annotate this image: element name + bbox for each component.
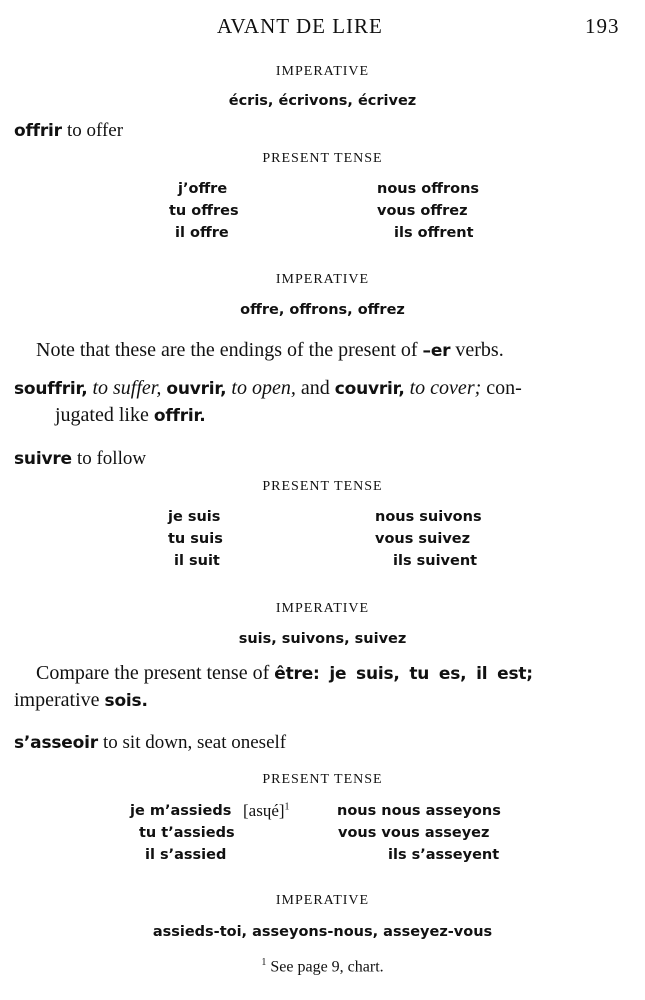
note-compare-line2 bbox=[14, 689, 148, 712]
imperative-forms: suis, suivons, suivez bbox=[238, 631, 407, 647]
verb-offrir-ref: offrir. bbox=[153, 406, 206, 426]
present-tense-label: PRESENT TENSE bbox=[262, 772, 383, 787]
verb-gloss: to follow bbox=[76, 448, 147, 469]
conj-3p: ils offrent bbox=[394, 225, 474, 241]
imperative-label: IMPERATIVE bbox=[275, 893, 370, 908]
footnote-text: See page 9, chart. bbox=[270, 958, 384, 976]
conj-3s: il s’assied bbox=[145, 847, 227, 863]
hyphenated-con: con- bbox=[486, 377, 522, 399]
verb-entry-sasseoir bbox=[14, 732, 286, 754]
note-text: Note that these are the endings of the present of bbox=[36, 339, 423, 361]
phonetic-text: [asɥé] bbox=[243, 801, 285, 820]
conj-2p: vous vous asseyez bbox=[338, 825, 490, 841]
verb-entry-suivre bbox=[14, 448, 146, 470]
footnote-ref[interactable]: 1 bbox=[284, 801, 290, 813]
note-text-end: verbs. bbox=[450, 339, 504, 361]
conj-1p: nous nous asseyons bbox=[337, 803, 501, 819]
conj-2s: tu offres bbox=[169, 203, 239, 219]
conj-1p: nous offrons bbox=[377, 181, 480, 197]
conj-1s: je m’assieds bbox=[130, 803, 232, 819]
conj-2p: vous offrez bbox=[377, 203, 468, 219]
note-compare-line1 bbox=[36, 662, 533, 685]
gloss-cover: to cover; bbox=[409, 377, 482, 399]
note-bold: –er bbox=[422, 341, 451, 361]
imperative-label: IMPERATIVE bbox=[275, 64, 370, 79]
conj-3p: ils s’asseyent bbox=[388, 847, 500, 863]
note-text: imperative bbox=[14, 689, 105, 711]
verb-entry-offrir bbox=[14, 120, 123, 142]
page-number: 193 bbox=[585, 14, 620, 38]
verb-couvrir: couvrir, bbox=[334, 379, 405, 399]
verb-souffrir: souffrir, bbox=[14, 379, 88, 399]
conjugated-text: jugated like bbox=[55, 404, 154, 426]
footnote bbox=[0, 957, 645, 976]
gloss-suffer: to suffer, bbox=[92, 377, 162, 399]
conj-1s: je suis bbox=[168, 509, 221, 525]
imperative-label: IMPERATIVE bbox=[275, 601, 370, 616]
imperative-label: IMPERATIVE bbox=[275, 272, 370, 287]
running-title: AVANT DE LIRE bbox=[217, 14, 383, 38]
conj-1s: j’offre bbox=[178, 181, 228, 197]
present-tense-label: PRESENT TENSE bbox=[262, 479, 383, 494]
imperative-forms: écris, écrivons, écrivez bbox=[228, 93, 417, 109]
conj-2s: tu t’assieds bbox=[139, 825, 235, 841]
imperative-forms: assieds-toi, asseyons-nous, asseyez-vous bbox=[152, 924, 493, 940]
conj-3s: il suit bbox=[174, 553, 220, 569]
verb-ouvrir: ouvrir, bbox=[166, 379, 227, 399]
imperative-forms: offre, offrons, offrez bbox=[240, 302, 405, 318]
note-text: Compare the present tense of bbox=[36, 662, 275, 684]
phonetic-transcription bbox=[243, 801, 290, 821]
conj-1p: nous suivons bbox=[375, 509, 482, 525]
similar-verbs-line2 bbox=[55, 404, 206, 427]
verb-headword: offrir bbox=[14, 121, 62, 141]
footnote-mark: 1 bbox=[261, 957, 267, 968]
conj-and: and bbox=[300, 377, 330, 399]
verb-gloss: to sit down, seat oneself bbox=[103, 732, 287, 753]
etre-forms: être: je suis, tu es, il est; bbox=[274, 664, 533, 684]
conj-3p: ils suivent bbox=[393, 553, 478, 569]
verb-gloss: to offer bbox=[66, 120, 124, 141]
present-tense-label: PRESENT TENSE bbox=[262, 151, 383, 166]
verb-headword: s’asseoir bbox=[14, 733, 98, 753]
etre-imperative: sois. bbox=[104, 691, 148, 711]
similar-verbs-line1 bbox=[14, 377, 522, 400]
conj-2s: tu suis bbox=[168, 531, 223, 547]
conj-2p: vous suivez bbox=[375, 531, 471, 547]
note-endings bbox=[36, 339, 504, 362]
gloss-open: to open, bbox=[231, 377, 296, 399]
conj-3s: il offre bbox=[175, 225, 229, 241]
verb-headword: suivre bbox=[14, 449, 72, 469]
